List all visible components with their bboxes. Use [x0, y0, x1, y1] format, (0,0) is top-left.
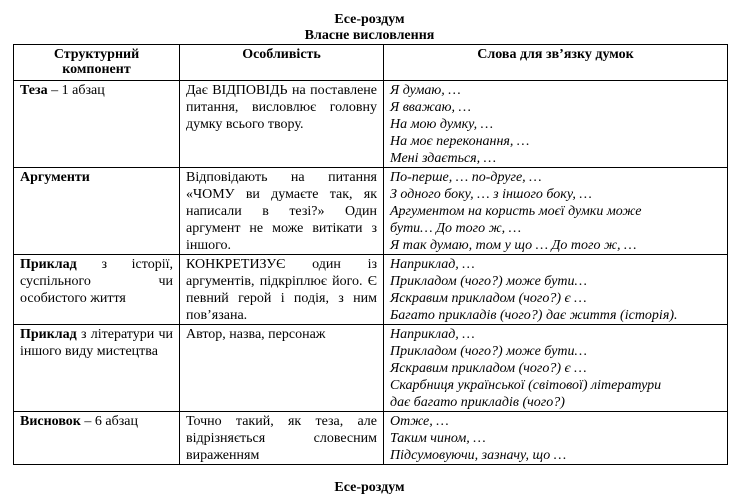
- table-row: [14, 168, 728, 255]
- table-row: [14, 412, 728, 465]
- component-name: Теза: [20, 83, 48, 98]
- component-cell: [14, 325, 180, 412]
- feature-cell: Відповідають на питання «ЧОМУ ви думаєте так, як написали в тезі?» Один аргумент не може витікати з іншого.: [180, 168, 384, 255]
- essay-subtitle: Власне висловлення: [304, 28, 435, 43]
- phrases-cell: [384, 168, 728, 255]
- phrases-cell: [384, 255, 728, 325]
- linking-phrase: Наприклад, …: [390, 257, 475, 272]
- linking-phrase: З одного боку, … з іншого боку, …: [390, 187, 592, 202]
- linking-phrase: Отже, …: [390, 414, 449, 429]
- phrases-cell: [384, 81, 728, 168]
- linking-phrase: Аргументом на користь моєї думки може: [390, 204, 642, 219]
- linking-phrase: Я так думаю, том у що … До того ж, …: [390, 238, 637, 253]
- next-page-title: Есе-роздум: [334, 480, 405, 495]
- feature-cell: КОНКРЕТИЗУЄ один із аргументів, підкріплює його. Є певний герой і подія, з ним пов’язана.: [180, 255, 384, 325]
- linking-phrase: Я думаю, …: [390, 83, 461, 98]
- linking-phrase: Скарбниця української (світової) літератури: [390, 378, 662, 393]
- linking-phrase: дає багато прикладів (чого?): [390, 395, 565, 410]
- linking-phrase: Яскравим прикладом (чого?) є …: [390, 291, 587, 306]
- header-linking-words: Слова для зв’язку думок: [384, 45, 728, 81]
- component-detail: – 6 абзац: [80, 414, 138, 429]
- component-detail: з літератури чи іншого виду мистецтва: [20, 327, 173, 359]
- component-cell: [14, 412, 180, 465]
- linking-phrase: Прикладом (чого?) може бути…: [390, 274, 587, 289]
- linking-phrase: Мені здається, …: [390, 151, 497, 166]
- linking-phrase: Яскравим прикладом (чого?) є …: [390, 361, 587, 376]
- linking-phrase: Наприклад, …: [390, 327, 475, 342]
- feature-cell: Автор, назва, персонаж: [180, 325, 384, 412]
- header-row: [14, 45, 728, 81]
- component-cell: [14, 255, 180, 325]
- phrases-cell: [384, 412, 728, 465]
- component-name: Приклад: [20, 257, 77, 272]
- component-detail: – 1 абзац: [47, 83, 105, 98]
- component-detail: з історії, суспільного чи особистого життя: [20, 257, 173, 306]
- header-component: Структурний компонент: [14, 45, 180, 81]
- component-name: Висновок: [20, 414, 81, 429]
- feature-cell: Дає ВІДПОВІДЬ на поставлене питання, висловлює головну думку всього твору.: [180, 81, 384, 168]
- linking-phrase: На мою думку, …: [390, 117, 494, 132]
- header-feature: Особливість: [180, 45, 384, 81]
- essay-structure-table: [13, 44, 728, 465]
- component-cell: [14, 168, 180, 255]
- essay-title: Есе-роздум: [334, 12, 405, 27]
- linking-phrase: На моє переконання, …: [390, 134, 530, 149]
- linking-phrase: Прикладом (чого?) може бути…: [390, 344, 587, 359]
- linking-phrase: Підсумовуючи, зазначу, що …: [390, 448, 567, 463]
- component-name: Приклад: [20, 327, 77, 342]
- component-cell: [14, 81, 180, 168]
- linking-phrase: Багато прикладів (чого?) дає життя (історія).: [390, 308, 678, 323]
- linking-phrase: Я вважаю, …: [390, 100, 471, 115]
- phrases-cell: [384, 325, 728, 412]
- linking-phrase: Таким чином, …: [390, 431, 486, 446]
- table-row: [14, 325, 728, 412]
- component-name: Аргументи: [20, 170, 90, 185]
- table-row: [14, 81, 728, 168]
- linking-phrase: бути… До того ж, …: [390, 221, 522, 236]
- feature-cell: Точно такий, як теза, але відрізняється словесним вираженням: [180, 412, 384, 465]
- table-row: [14, 255, 728, 325]
- linking-phrase: По-перше, … по-друге, …: [390, 170, 542, 185]
